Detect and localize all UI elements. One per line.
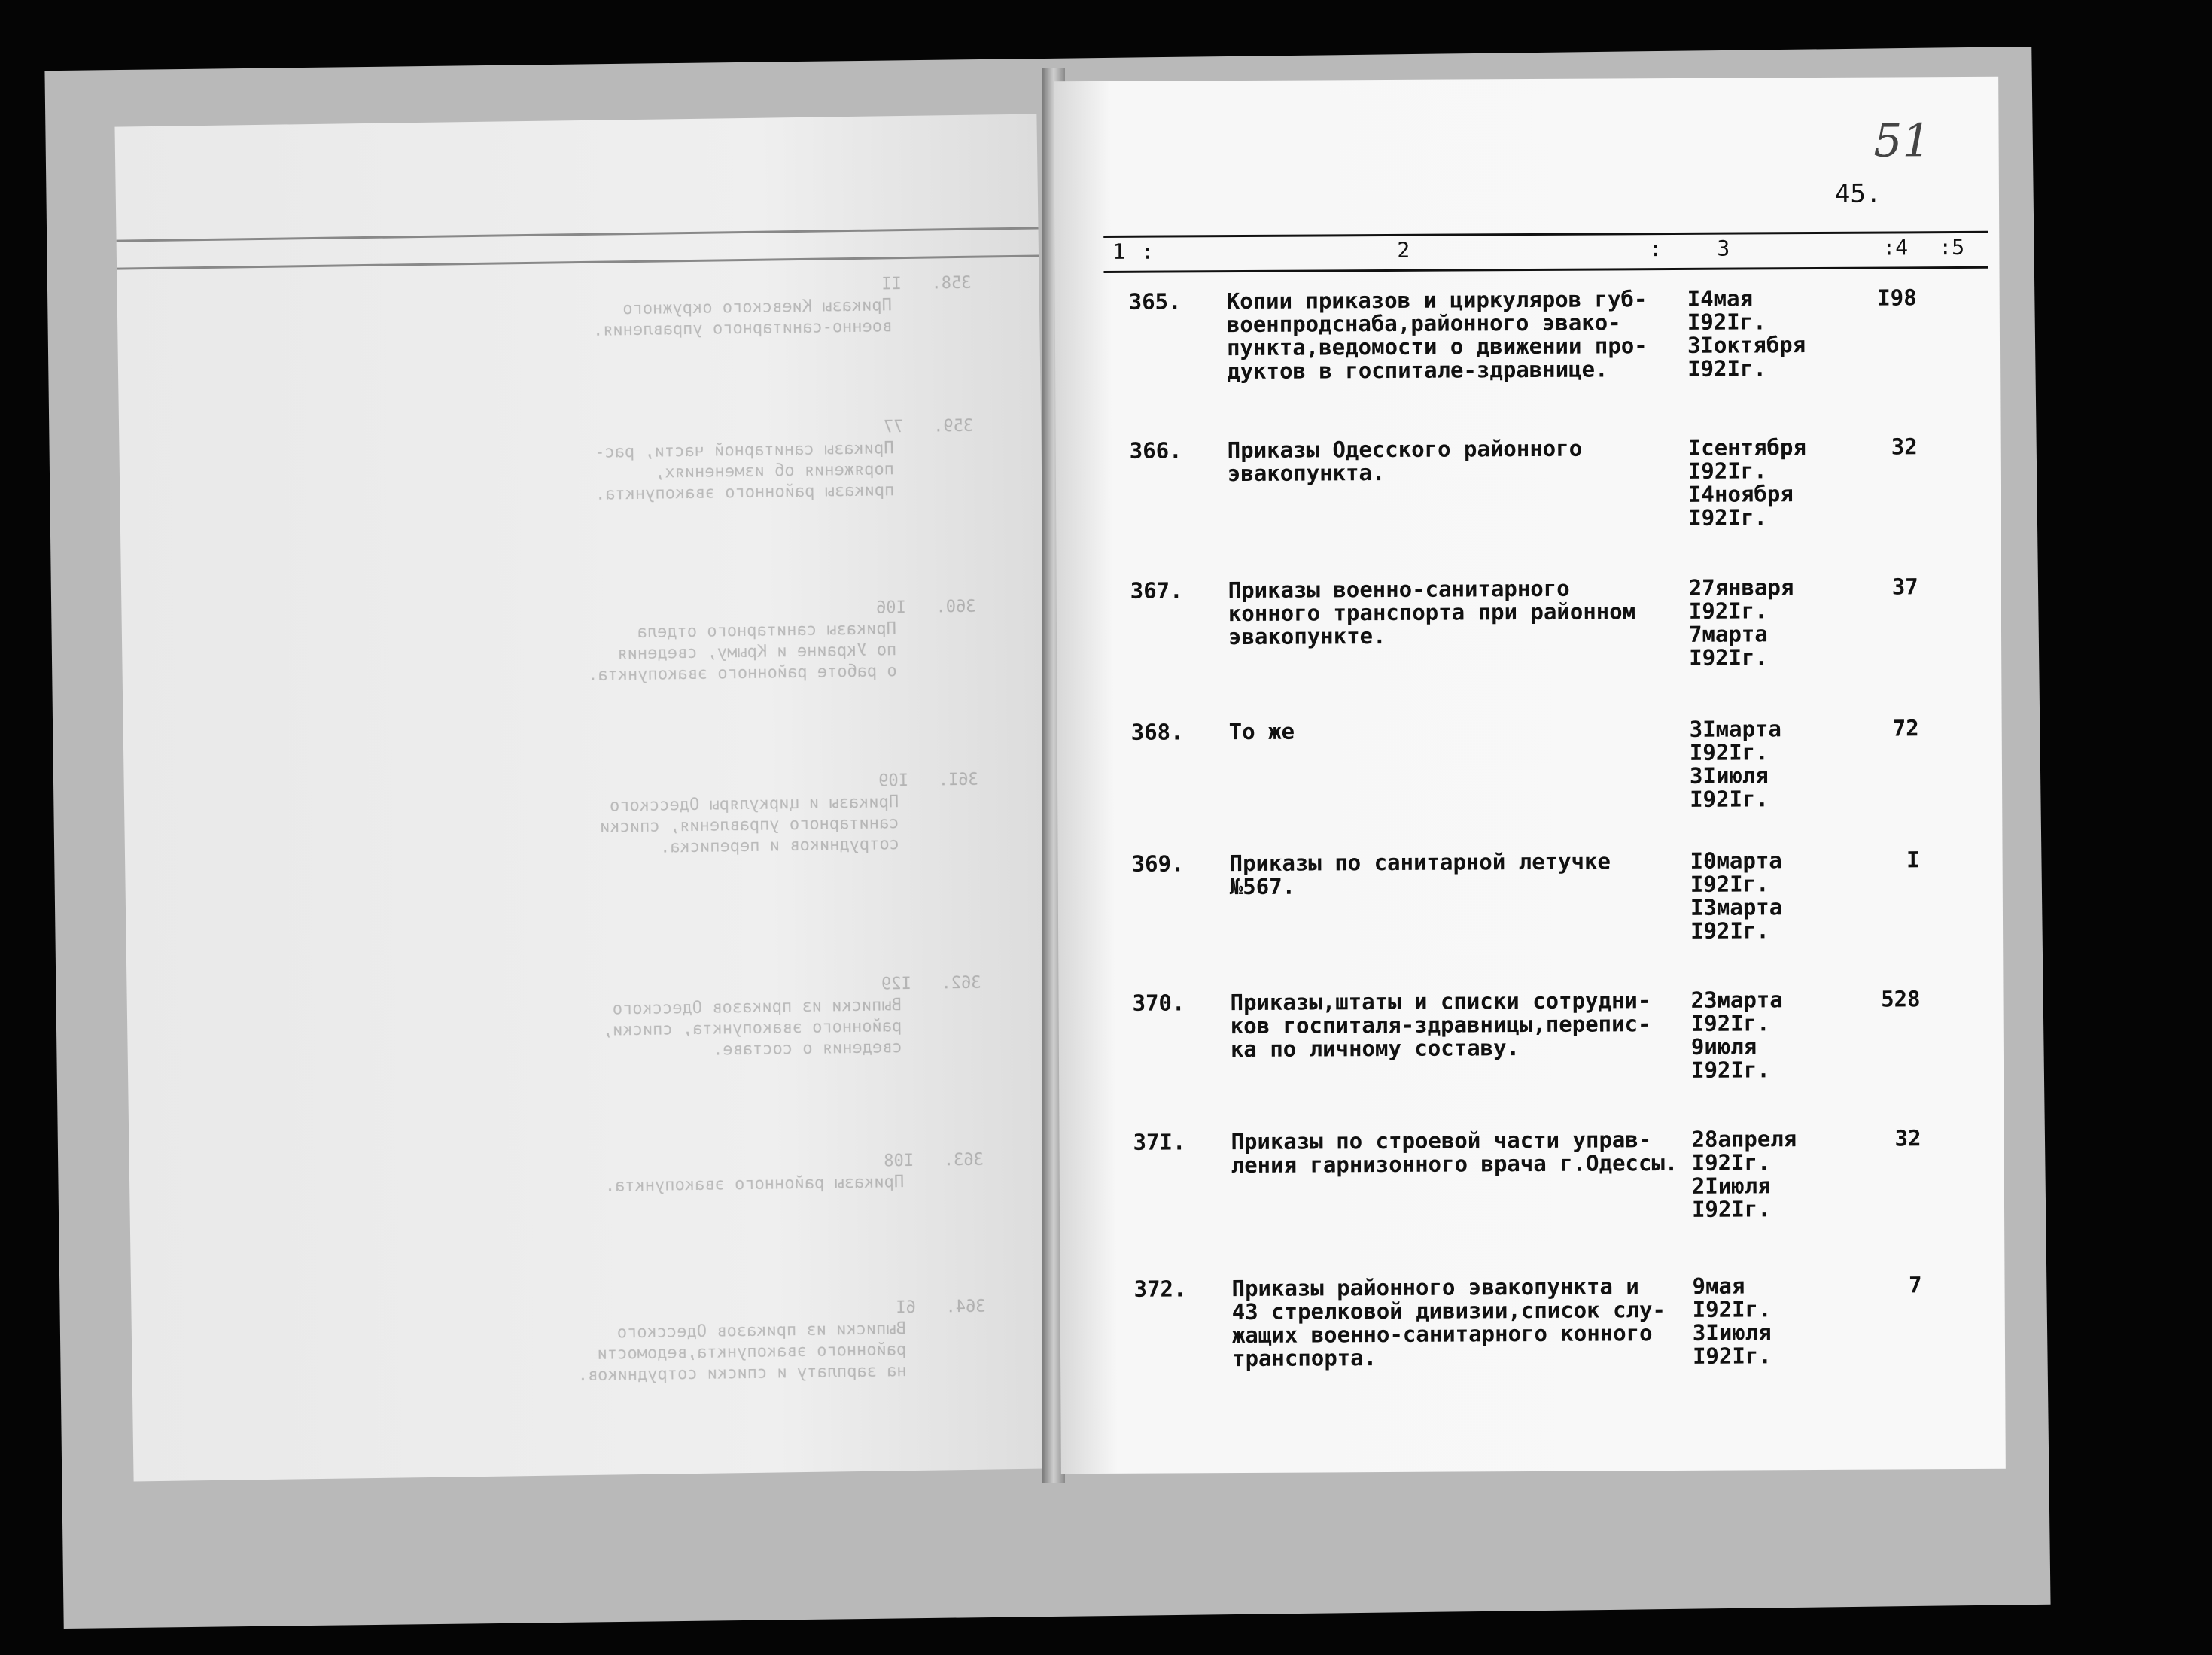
bleed-entry-line: по Украине и Крыму, сведения [617, 639, 977, 664]
bleed-entry-number: 359. 77 [883, 416, 974, 437]
entry-title [1227, 287, 1664, 383]
entry-date-line: 2Iиюля [1691, 1173, 1771, 1199]
entry-title-line: транспорта. [1231, 1345, 1377, 1372]
column-header-5: :5 [1939, 234, 1965, 260]
entry-date-line: I92Iг. [1690, 786, 1769, 812]
bleed-entry-line: сотрудников и переписка. [659, 833, 980, 857]
entry-date-line: I92Iг. [1687, 309, 1766, 335]
column-separator: : [1141, 239, 1155, 264]
entry-date-line: I92Iг. [1687, 355, 1767, 382]
entry-date-line: 9мая [1692, 1273, 1745, 1299]
entry-date-line: I92Iг. [1690, 871, 1769, 897]
entry-date-line: I4ноября [1687, 481, 1794, 507]
entry-title [1231, 1127, 1678, 1179]
column-header-2: 2 [1397, 237, 1410, 263]
entry-title-line: Приказы районного эвакопункта и [1231, 1273, 1639, 1302]
inventory-entry [1057, 573, 2001, 671]
entry-date-line: I92Iг. [1692, 1343, 1772, 1369]
bleed-entry-number: 36I. I09 [878, 770, 978, 791]
entry-number: 368. [1130, 719, 1184, 745]
entry-title-line: пункта,ведомости о движении про- [1226, 333, 1648, 361]
entry-title-line: эвакопункте. [1228, 622, 1386, 650]
entry-sheet-count: 7 [1908, 1272, 1922, 1298]
bleed-entry-line: Приказы санитарной части, рас- [595, 437, 974, 462]
entry-date-line: I92Iг. [1692, 1296, 1772, 1322]
inventory-entry [1056, 434, 2001, 531]
entry-number: 370. [1132, 990, 1185, 1016]
bleed-entry-number: 363. I08 [884, 1150, 984, 1171]
entry-title [1228, 437, 1664, 485]
entry-date-line: 3Iиюля [1689, 762, 1769, 789]
entry-number: 367. [1130, 577, 1183, 604]
entry-date-line: I92Iг. [1688, 504, 1768, 531]
entry-date-line: I92Iг. [1689, 739, 1769, 765]
entry-date-line: 7марта [1688, 621, 1768, 647]
bleed-entry [595, 416, 975, 506]
column-header-1: 1 [1112, 239, 1126, 264]
bleed-entry-line: приказы районного эвакопункта. [595, 479, 975, 504]
entry-title [1230, 850, 1666, 899]
bleed-entry [577, 1297, 987, 1387]
bleed-entry-line: Приказы районного эвакопункта. [604, 1171, 984, 1196]
entry-date-line: Iсентября [1687, 434, 1806, 461]
entry-sheet-count: 32 [1894, 1125, 1921, 1152]
bleed-entry-line: поряжения об изменениях, [654, 458, 975, 482]
entry-date-line: I92Iг. [1690, 1010, 1770, 1036]
entry-number: 372. [1133, 1276, 1187, 1302]
bleed-entry-line: Выписки из приказов Одесского [612, 994, 982, 1019]
left-page [114, 114, 1055, 1482]
entry-title [1230, 989, 1666, 1061]
column-header-4: :4 [1882, 235, 1909, 260]
entry-date-line: I92Iг. [1689, 644, 1769, 671]
inventory-entry [1059, 1125, 2004, 1222]
entry-title-line: ления гарнизонного врача г.Одессы. [1231, 1149, 1678, 1179]
entry-date-line: 3Iиюля [1692, 1319, 1772, 1346]
bleed-entry-line: Приказы и циркуляры Одесского [609, 791, 979, 816]
entry-date-line: I92Iг. [1690, 917, 1769, 944]
bleed-entry-line: районного эвакопункта,ведомости [597, 1339, 987, 1364]
entry-dates [1690, 988, 1819, 1082]
entry-dates [1687, 287, 1816, 381]
entry-dates [1690, 717, 1818, 811]
entry-title-line: жащих военно-санитарного конного [1231, 1320, 1653, 1349]
entry-title-line: военпродснаба,районного эвако- [1226, 309, 1621, 338]
entry-date-line: 9июля [1690, 1033, 1757, 1060]
bleed-entry-number: 358. II [881, 273, 972, 294]
column-separator: : [1649, 236, 1663, 262]
right-page [1054, 77, 2006, 1474]
entry-sheet-count: I98 [1877, 284, 1917, 311]
bleed-entry-line: о работе районного эвакопункта. [587, 660, 977, 685]
bleed-entry-number: 360. I06 [875, 597, 976, 618]
entry-date-line: I92Iг. [1691, 1196, 1771, 1222]
bleed-entry-line: Выписки из приказов Одесского [616, 1318, 987, 1343]
entry-dates [1692, 1274, 1821, 1368]
entry-title-line: Приказы Одесского районного [1227, 435, 1583, 464]
entry-date-line: 23марта [1690, 987, 1783, 1013]
entry-date-line: I92Iг. [1691, 1149, 1771, 1176]
entry-dates [1688, 436, 1817, 530]
entry-date-line: I4мая [1687, 285, 1754, 312]
column-header-row [1103, 231, 1988, 273]
entry-title [1228, 577, 1665, 649]
entry-date-line: I0марта [1690, 847, 1782, 874]
entry-title-line: Приказы по строевой части управ- [1231, 1127, 1652, 1155]
bleed-entry [604, 1150, 984, 1197]
entry-title-line: Приказы военно-санитарного [1228, 575, 1570, 604]
inventory-entry [1055, 284, 2000, 385]
entry-number: 37I. [1133, 1129, 1186, 1155]
bleed-entry [587, 597, 977, 686]
entry-dates [1691, 1127, 1820, 1221]
bleed-entry-number: 362. I29 [881, 973, 981, 994]
bleed-entry-line: на зарплату и списки сотрудников. [577, 1360, 987, 1386]
bleed-entry [602, 973, 982, 1063]
entry-title-line: Копии приказов и циркуляров губ- [1226, 286, 1648, 315]
bleed-entry-line: сведения о составе. [712, 1036, 982, 1060]
entry-number: 366. [1129, 437, 1182, 464]
entry-date-line: I3марта [1690, 894, 1783, 920]
entry-title-line: конного транспорта при районном [1228, 598, 1636, 627]
entry-sheet-count: 72 [1892, 715, 1919, 741]
entry-date-line: 28апреля [1691, 1126, 1797, 1152]
entry-title-line: ков госпиталя-здравницы,перепис- [1230, 1011, 1651, 1039]
entry-title-line: Приказы,штаты и списки сотрудни- [1230, 987, 1651, 1016]
archive-sheet-stamp: 51 [1873, 114, 1931, 168]
inventory-entry [1060, 1272, 2004, 1372]
entry-date-line: I92Iг. [1688, 598, 1768, 624]
bleed-entry-number: 364. 6I [896, 1297, 986, 1318]
bleed-entry [592, 273, 972, 342]
inventory-entry [1058, 847, 2003, 944]
entry-sheet-count: 528 [1881, 986, 1921, 1012]
entry-title-line: 43 стрелковой дивизии,список слу- [1231, 1297, 1666, 1325]
entry-title [1231, 1275, 1669, 1371]
entry-number: 369. [1131, 850, 1185, 877]
bleed-entry-line: районного эвакопункта, списки, [602, 1015, 982, 1040]
entry-sheet-count: I [1906, 847, 1920, 873]
entry-title-line: ка по личному составу. [1230, 1035, 1520, 1063]
entry-sheet-count: 37 [1891, 573, 1918, 600]
entry-title-line: дуктов в госпитале-здравнице. [1227, 356, 1608, 385]
entry-title-line: №567. [1229, 873, 1296, 900]
entry-date-line: 3Iоктября [1687, 332, 1806, 358]
entry-title-line: То же [1228, 718, 1295, 745]
inventory-entry [1057, 715, 2002, 812]
entry-dates [1690, 849, 1819, 943]
column-header-3: 3 [1717, 236, 1730, 261]
entry-sheet-count: 32 [1891, 434, 1918, 460]
bleed-entry-line: военно-санитарного управления. [592, 315, 972, 340]
inventory-entry [1059, 986, 2004, 1083]
entry-title-line: Приказы по санитарной летучке [1229, 848, 1611, 877]
bleed-entry-line: Приказы санитарного отдела [637, 618, 977, 643]
entry-number: 365. [1128, 288, 1182, 315]
entry-date-line: 3Iмарта [1689, 716, 1781, 742]
bleed-entry-line: санитарного управления, списки [600, 812, 979, 837]
entry-date-line: I92Iг. [1690, 1057, 1770, 1083]
bleed-entry-line: Приказы Киевского окружного [622, 294, 972, 319]
entry-date-line: I92Iг. [1687, 458, 1767, 484]
left-page-header-rule [117, 227, 1039, 270]
page-number: 45. [1834, 178, 1882, 209]
entry-title-line: эвакопункта. [1227, 460, 1386, 487]
entry-date-line: 27января [1688, 574, 1794, 601]
bleed-entry [599, 770, 979, 859]
entry-dates [1689, 576, 1818, 670]
entry-title [1229, 718, 1666, 744]
